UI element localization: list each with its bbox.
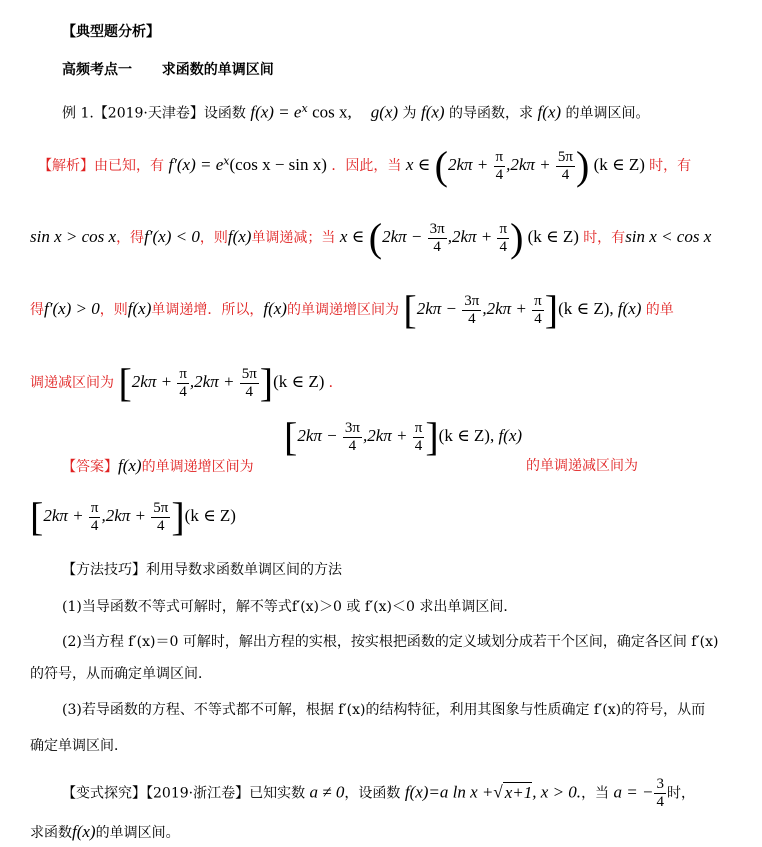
open-bracket: [ [30, 494, 44, 539]
example-mid: 为 [402, 105, 417, 122]
frac-pi-4 [532, 293, 544, 328]
f-sup: x [301, 102, 308, 115]
fx: f(x) [617, 298, 642, 318]
fprime-sup: x [223, 154, 230, 168]
f-rest: cos x, [312, 102, 352, 122]
analysis-text: 调递减区间为 [30, 374, 114, 391]
fx: f(x) [227, 226, 252, 246]
variant-text: 求函数 [30, 825, 72, 841]
close-bracket: ] [425, 414, 439, 459]
fx: f(x) [72, 822, 96, 841]
topic-label: 高频考点一 [62, 62, 132, 78]
example-line [62, 99, 650, 124]
answer-label: 【答案】 [62, 459, 118, 475]
frac-num: 3π [429, 220, 445, 237]
fprime-gt-0: f′(x) > 0 [44, 298, 100, 318]
analysis-text: 得 [30, 301, 44, 318]
variant-text: ，设函数 [344, 785, 401, 802]
frac-den: 4 [348, 437, 357, 454]
example-end: 的单调区间。 [565, 105, 650, 122]
frac-den: 4 [495, 166, 504, 183]
method-p3a: (3)若导函数的方程、不等式都不可解，根据 f′(x)的结构特征，利用其图象与性质确定 f′(x)的符号，从而 [62, 702, 706, 718]
frac-3-4 [654, 776, 666, 811]
variant-text: ，当 [581, 785, 610, 802]
open-bracket: [ [403, 287, 417, 332]
frac-num: 5π [153, 499, 169, 516]
k-in-z: (k ∈ Z) [184, 505, 236, 525]
frac-5pi-4 [556, 149, 575, 184]
interval-b [368, 215, 583, 260]
answer-label-line [62, 456, 254, 477]
x-in: x ∈ [339, 226, 365, 246]
method-p3b: 确定单调区间． [30, 738, 128, 754]
frac-pi-4 [497, 221, 509, 256]
frac-num: π [414, 419, 423, 436]
int-right: ,2kπ + [101, 505, 146, 525]
frac-den: 4 [499, 238, 508, 255]
frac-num: π [499, 220, 508, 237]
variant-line-1 [62, 776, 695, 811]
int-left: 2kπ − [382, 226, 423, 246]
frac-5pi-4 [151, 500, 170, 535]
frac-num: 5π [241, 365, 257, 382]
analysis-text: 单调递增．所以， [151, 301, 264, 318]
int-right: ,2kπ + [189, 371, 235, 391]
fprime-lt-0: f′(x) < 0 [144, 226, 200, 246]
open-bracket: [ [118, 360, 132, 405]
variant-label: 【变式探究】【2019·浙江卷】已知实数 [62, 785, 306, 802]
int-right: ,2kπ + [482, 298, 527, 318]
frac-num: π [495, 148, 504, 165]
analysis-text: 单调递减；当 [251, 229, 336, 246]
method-p2b: 的符号，从而确定单调区间． [30, 666, 212, 682]
frac-pi-4 [177, 366, 189, 401]
frac-3pi-4 [428, 221, 447, 256]
close-bracket: ] [544, 287, 559, 332]
frac-num: π [179, 365, 187, 382]
frac-num: π [534, 292, 542, 309]
sqrt-sign: √ [493, 782, 503, 802]
sin-gt-cos: sin x > cos x [30, 226, 117, 246]
fprime-rest: (cos x − sin x) [229, 154, 327, 174]
frac-den: 4 [90, 517, 99, 534]
section-title: 【典型题分析】 [62, 24, 160, 40]
frac-den: 4 [561, 166, 570, 183]
sin-lt-cos: sin x < cos x [625, 226, 712, 246]
variant-line-2 [30, 822, 180, 843]
int-left: 2kπ + [131, 371, 173, 391]
topic-heading [62, 60, 274, 80]
k-in-z: (k ∈ Z) [527, 226, 579, 246]
int-left: 2kπ + [43, 505, 84, 525]
answer-text: 的单调递增区间为 [141, 459, 254, 475]
close-paren: ) [576, 143, 590, 188]
analysis-text: ，则 [99, 301, 128, 318]
variant-domain: , x > 0. [532, 782, 582, 802]
frac-den: 4 [245, 383, 253, 400]
frac-num: 5π [557, 148, 573, 165]
analysis-line-2 [30, 215, 712, 260]
frac-den: 4 [414, 437, 423, 454]
x-in: x ∈ [405, 154, 431, 174]
frac-num: 3π [344, 419, 360, 436]
answer-interval-2 [30, 494, 236, 539]
frac-den: 4 [433, 238, 441, 255]
frac-pi-4 [413, 420, 425, 455]
close-paren: ) [510, 215, 524, 260]
open-paren: ( [368, 215, 383, 260]
k-in-z: (k ∈ Z) [593, 154, 645, 174]
frac-den: 4 [468, 310, 476, 327]
a-eq: a = − [613, 782, 654, 802]
frac-num: π [90, 499, 99, 516]
frac-pi-4 [494, 149, 506, 184]
example-prefix: 例 1.【2019·天津卷】设函数 [62, 105, 246, 122]
frac-den: 4 [656, 794, 664, 810]
example-mid2: 的导函数，求 [449, 105, 534, 122]
analysis-text: 由已知，有 [94, 157, 164, 174]
example-fx: f(x) [420, 102, 445, 122]
open-paren: ( [434, 143, 448, 188]
variant-cond: a ≠ 0 [309, 782, 345, 802]
fx: f(x) [263, 298, 287, 318]
analysis-text: ． [328, 374, 343, 391]
close-bracket: ] [259, 360, 274, 405]
analysis-text-3: 时，有 [649, 157, 692, 174]
method-title: 【方法技巧】利用导数求函数单调区间的方法 [62, 562, 342, 578]
method-p1: (1)当导函数不等式可解时，解不等式f′(x)＞0 或 f′(x)＜0 求出单调区间． [62, 599, 518, 615]
sqrt-arg: x+1 [504, 782, 533, 802]
interval-inc: [2kπ − $\frac{3\pi}{4}$ ,2kπ + $\frac{\pi}{4}$ ](k ∈ Z), f(x) [403, 287, 642, 332]
example-fx-2: f(x) [537, 102, 562, 122]
g-def: g(x) [370, 102, 399, 122]
frac-3pi-4 [462, 293, 481, 328]
int-left: 2kπ − [416, 298, 458, 318]
interval-dec [118, 360, 328, 405]
variant-text: 的单调区间。 [95, 825, 180, 841]
fx: f(x) [498, 425, 523, 445]
frac-5pi-4 [240, 366, 259, 401]
frac-3pi-4 [343, 420, 362, 455]
frac-num: 3π [464, 292, 480, 309]
answer-text-2: 的单调递减区间为 [526, 458, 638, 474]
analysis-text: ，得 [116, 229, 145, 246]
int-left: 2kπ + [448, 154, 489, 174]
fx: f(x) [118, 456, 142, 475]
open-bracket: [ [284, 414, 298, 459]
k-in-z: (k ∈ Z) [438, 425, 490, 445]
k-in-z: (k ∈ Z) [558, 298, 610, 318]
analysis-line-4 [30, 360, 343, 405]
analysis-text: ，则 [199, 229, 228, 246]
frac-den: 4 [157, 517, 165, 534]
frac-num: 3 [656, 776, 664, 792]
analysis-text-2: ．因此，当 [331, 157, 402, 174]
frac-den: 4 [179, 383, 187, 400]
analysis-label: 【解析】 [38, 157, 94, 174]
int-right: ,2kπ + [362, 425, 408, 445]
analysis-line-3 [30, 287, 674, 332]
analysis-text: 的单 [645, 301, 674, 318]
interval-a [434, 143, 649, 188]
analysis-text: 的单调递增区间为 [286, 301, 399, 318]
fprime-expr: f′(x) = e [168, 154, 224, 174]
answer-interval: [2kπ − $\frac{3\pi}{4}$ ,2kπ + $\frac{\pi}{4}$ ](k ∈ Z), f(x) [284, 414, 523, 459]
variant-func: f(x)=a ln x + [404, 782, 494, 802]
k-in-z: (k ∈ Z) [273, 371, 325, 391]
analysis-line-1 [38, 143, 692, 188]
topic-name: 求函数的单调区间 [161, 62, 274, 78]
f-def: f(x) = e [250, 102, 302, 122]
fx: f(x) [127, 298, 152, 318]
analysis-text: 时，有 [583, 229, 626, 246]
variant-text: 时， [666, 785, 695, 802]
frac-den: 4 [534, 310, 542, 327]
frac-pi-4 [89, 500, 101, 535]
int-left: 2kπ − [297, 425, 338, 445]
int-right: ,2kπ + [506, 154, 551, 174]
int-right: ,2kπ + [447, 226, 493, 246]
answer-line-2 [30, 494, 236, 539]
method-p2a: (2)当方程 f′(x)＝0 可解时，解出方程的实根，按实根把函数的定义域划分成若干个区间，确定各区间 f′(x) [62, 634, 719, 650]
close-bracket: ] [171, 494, 185, 539]
